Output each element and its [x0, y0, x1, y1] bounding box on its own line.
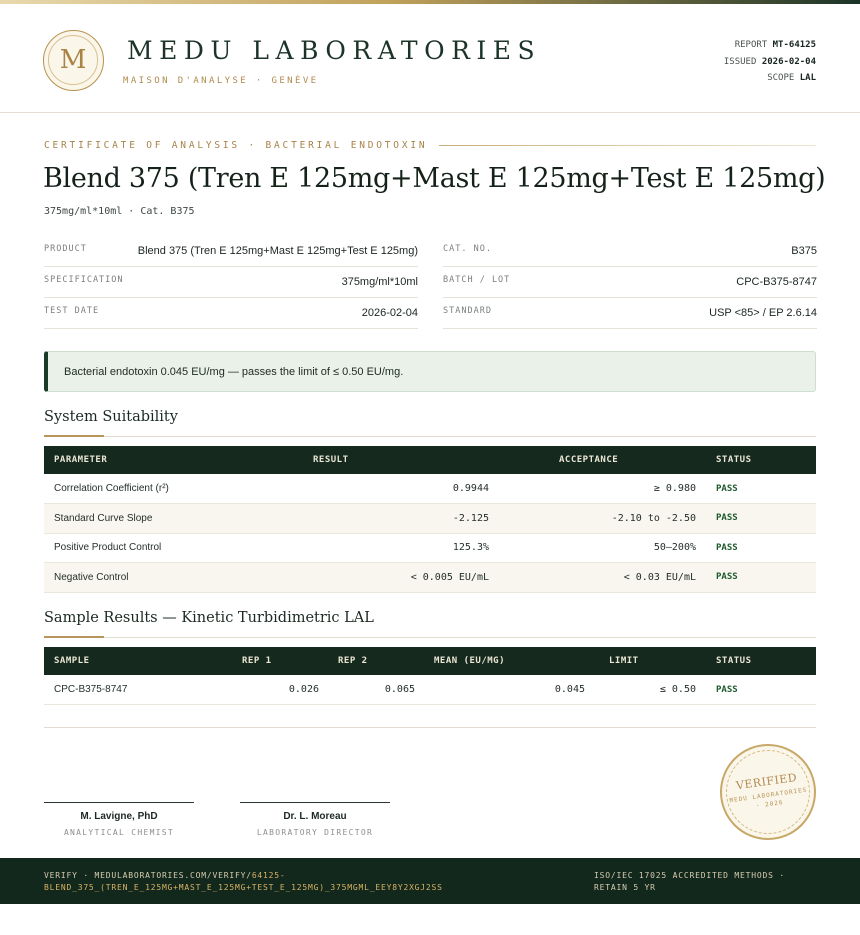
- seal-inner: [721, 745, 816, 840]
- field-label: BATCH / LOT: [443, 275, 511, 285]
- report-header: [0, 4, 860, 113]
- lab-name: MEDU LABORATORIES: [127, 36, 542, 65]
- table-header-row: [44, 647, 816, 675]
- suitability-table: [44, 446, 816, 593]
- suitability-section-title: System Suitability: [44, 409, 178, 425]
- field-row: [443, 236, 817, 267]
- scope-row: [724, 70, 816, 87]
- lab-tagline: MAISON D'ANALYSE · GENÈVE: [123, 76, 319, 86]
- report-meta: [724, 37, 816, 87]
- table-row: [44, 563, 816, 593]
- product-title: Blend 375 (Tren E 125mg+Mast E 125mg+Test E 125mg): [43, 163, 826, 194]
- result-cell: -2.125: [452, 512, 489, 524]
- result-banner: Bacterial endotoxin 0.045 EU/mg — passes the limit of ≤ 0.50 EU/mg.: [44, 351, 816, 392]
- signatory-role: LABORATORY DIRECTOR: [256, 828, 374, 837]
- status-badge: PASS: [716, 513, 738, 524]
- status-badge: PASS: [716, 572, 738, 583]
- column-header: MEAN (EU/MG): [434, 656, 506, 666]
- mean-cell: 0.045: [554, 684, 585, 695]
- sample-results-table: [44, 647, 816, 705]
- fields-right-column: [443, 236, 817, 329]
- column-header: PARAMETER: [54, 455, 108, 465]
- field-label: STANDARD: [443, 306, 492, 316]
- field-label: TEST DATE: [44, 306, 100, 316]
- issued-date-row: [724, 54, 816, 71]
- rep1-cell: 0.026: [288, 684, 319, 695]
- status-badge: PASS: [716, 483, 738, 494]
- signatory-name: Dr. L. Moreau: [283, 811, 347, 822]
- field-row: [443, 267, 817, 298]
- column-header: RESULT: [313, 455, 349, 465]
- section-divider: [44, 637, 816, 638]
- scope-label: SCOPE: [767, 73, 795, 83]
- section-accent: [44, 435, 104, 437]
- table-row: [44, 474, 816, 504]
- column-header: SAMPLE: [54, 656, 90, 666]
- issued-date: 2026-02-04: [761, 56, 816, 67]
- column-header: STATUS: [716, 656, 752, 666]
- column-header: ACCEPTANCE: [559, 455, 619, 465]
- signatory-name: M. Lavigne, PhD: [80, 811, 158, 822]
- result-cell: 125.3%: [452, 542, 489, 554]
- result-cell: 0.9944: [452, 483, 489, 494]
- field-value: USP <85> / EP 2.6.14: [709, 307, 817, 319]
- field-label: SPECIFICATION: [44, 275, 124, 285]
- acceptance-cell: < 0.03 EU/mL: [623, 571, 696, 583]
- signature-block: [44, 802, 194, 837]
- field-row: [443, 298, 817, 329]
- kicker-divider: [439, 145, 816, 146]
- field-value: CPC-B375-8747: [736, 276, 817, 288]
- field-value: 2026-02-04: [361, 307, 418, 319]
- column-header: REP 2: [338, 656, 368, 666]
- lab-logo: [43, 30, 104, 91]
- field-value: 375mg/ml*10ml: [341, 276, 418, 288]
- parameter-cell: Correlation Coefficient (r²): [54, 483, 169, 494]
- document-kicker-row: [44, 139, 816, 151]
- report-label: REPORT: [734, 40, 768, 50]
- verify-link[interactable]: 64125-BLEND_375_(TREN_E_125MG+MAST_E_125MG+TEST_E_125MG)_375MGML_EEY8Y2XGJ2SS: [44, 871, 443, 892]
- result-cell: < 0.005 EU/mL: [410, 571, 489, 583]
- parameter-cell: Positive Product Control: [54, 542, 162, 554]
- acceptance-cell: ≥ 0.980: [653, 483, 696, 494]
- column-header: STATUS: [716, 455, 752, 465]
- signature-divider: [44, 727, 816, 728]
- scope-value: LAL: [799, 73, 816, 83]
- samples-section-title: Sample Results — Kinetic Turbidimetric LAL: [44, 610, 374, 626]
- seal-title: VERIFIED: [735, 770, 798, 793]
- acceptance-cell: -2.10 to -2.50: [611, 512, 696, 524]
- logo-monogram: M: [48, 35, 98, 85]
- signature-block: [240, 802, 390, 837]
- fields-left-column: [44, 236, 418, 329]
- document-kicker: CERTIFICATE OF ANALYSIS · BACTERIAL ENDOTOXIN: [44, 139, 428, 151]
- table-row: [44, 533, 816, 563]
- verify-prefix: VERIFY · MEDULABORATORIES.COM/VERIFY/: [44, 871, 252, 880]
- seal-subtitle: MEDU LABORATORIES · 2026: [729, 786, 808, 810]
- status-badge: PASS: [716, 684, 738, 695]
- field-label: PRODUCT: [44, 244, 87, 254]
- field-row: [44, 267, 418, 298]
- report-number-row: [724, 37, 816, 54]
- table-row: [44, 504, 816, 534]
- sample-cell: CPC-B375-8747: [54, 684, 128, 695]
- status-badge: PASS: [716, 542, 738, 553]
- product-subtitle: 375mg/ml*10ml · Cat. B375: [44, 206, 195, 217]
- column-header: REP 1: [242, 656, 272, 666]
- parameter-cell: Negative Control: [54, 571, 129, 583]
- report-number: MT-64125: [772, 40, 816, 50]
- column-header: LIMIT: [609, 656, 639, 666]
- table-header-row: [44, 446, 816, 474]
- section-divider: [44, 436, 816, 437]
- field-row: [44, 298, 418, 329]
- field-label: CAT. NO.: [443, 244, 492, 254]
- acceptance-cell: 50–200%: [653, 542, 696, 554]
- parameter-cell: Standard Curve Slope: [54, 512, 153, 524]
- field-row: [44, 236, 418, 267]
- field-value: Blend 375 (Tren E 125mg+Mast E 125mg+Test E 125mg): [137, 245, 418, 257]
- limit-cell: ≤ 0.50: [659, 684, 696, 695]
- signatory-role: ANALYTICAL CHEMIST: [63, 828, 175, 837]
- verify-text: [44, 870, 544, 893]
- issued-label: ISSUED: [723, 56, 757, 67]
- rep2-cell: 0.065: [384, 684, 415, 695]
- section-accent: [44, 636, 104, 638]
- accreditation-text: ISO/IEC 17025 ACCREDITED METHODS · RETAIN 5 YR: [594, 871, 785, 892]
- table-row: [44, 675, 816, 705]
- field-value: B375: [791, 245, 817, 257]
- footer-bar: [0, 858, 860, 904]
- verified-seal: [720, 744, 816, 840]
